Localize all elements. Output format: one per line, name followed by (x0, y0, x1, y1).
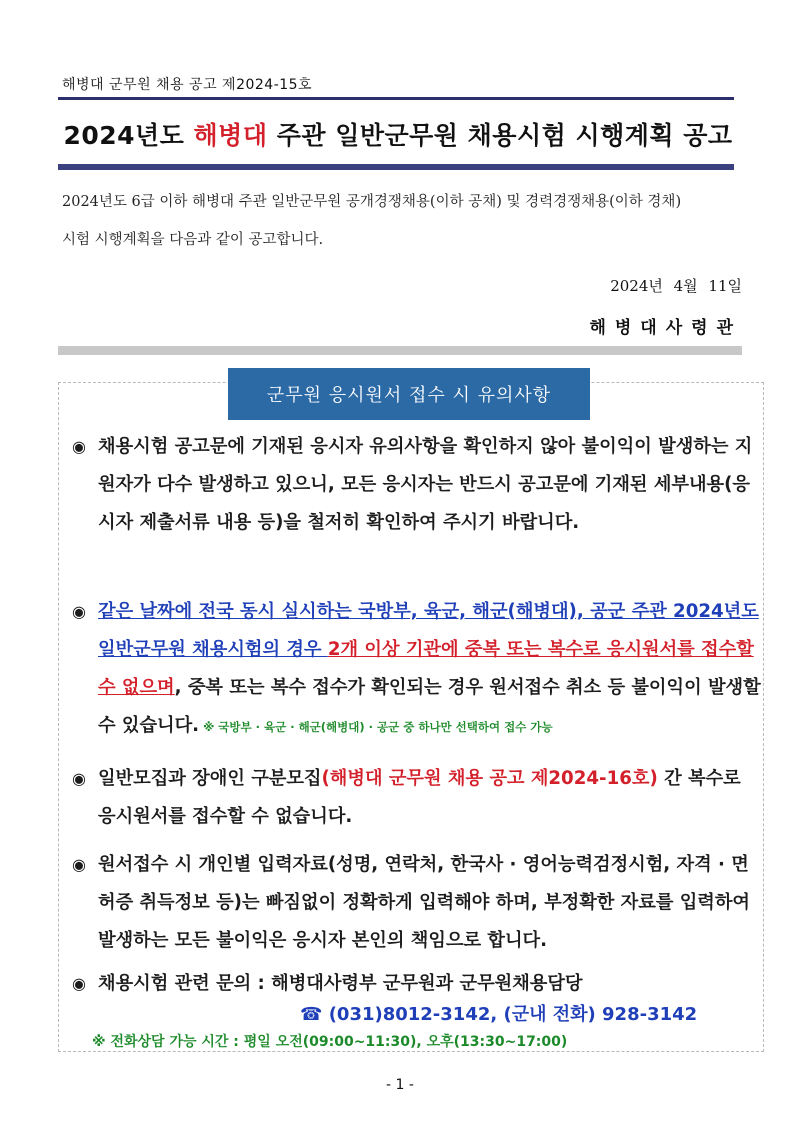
announcement-date: 2024년 4월 11일 (610, 277, 742, 295)
intro-line-2: 시험 시행계획을 다음과 같이 공고합니다. (62, 232, 324, 248)
notice-item-3-post: 간 복수로 응시원서를 접수할 수 없습니다. (98, 768, 741, 827)
notice-item-3-pre: 일반모집과 장애인 구분모집 (98, 768, 322, 789)
notice-item-5 (72, 965, 762, 1003)
title-prefix: 2024년도 (63, 121, 194, 150)
notice-item-2-note: ※ 국방부 · 육군 · 해군(해병대) · 공군 중 하나만 선택하여 접수 가능 (199, 720, 553, 734)
section-divider (58, 346, 742, 355)
bullet-icon: ◉ (72, 855, 86, 874)
notice-item-3 (72, 760, 762, 836)
signer: 해병대사령관 (589, 318, 742, 338)
notice-item-2-blue: 같은 날짜에 전국 동시 실시하는 국방부, 육군, 해군(해병대), 공군 주관 2024년도 일반군무원 채용시험의 경우 (98, 601, 759, 660)
notice-item-2 (72, 593, 762, 746)
title-highlight: 해병대 (193, 121, 268, 150)
title-suffix: 주관 일반군무원 채용시험 시행계획 공고 (267, 121, 733, 150)
bullet-icon: ◉ (72, 974, 86, 993)
header-rule (58, 97, 734, 100)
notice-item-1 (72, 428, 762, 542)
notice-item-4 (72, 846, 762, 960)
bullet-icon: ◉ (72, 769, 86, 788)
notice-item-2-rest: , 중복 또는 복수 접수가 확인되는 경우 원서접수 취소 등 불이익이 발생할 수 있습니다. (98, 677, 761, 736)
document-number: 해병대 군무원 채용 공고 제2024-15호 (62, 77, 313, 93)
notice-item-2-text (98, 593, 762, 746)
bullet-icon: ◉ (72, 437, 86, 456)
phone-hours-note: ※ 전화상담 가능 시간 : 평일 오전(09:00~11:30), 오후(13:30~17:00) (92, 1034, 568, 1050)
notice-item-2-red: 2개 이상 기관에 중복 또는 복수로 응시원서를 접수할 수 없으며 (98, 639, 754, 698)
page-title (58, 116, 738, 152)
bullet-icon: ◉ (72, 602, 86, 621)
title-rule (58, 164, 734, 170)
intro-line-1: 2024년도 6급 이하 해병대 주관 일반군무원 공개경쟁채용(이하 공채) 및 경력경쟁채용(이하 경채) (62, 194, 682, 210)
page-number: - 1 - (386, 1077, 414, 1093)
notice-item-5-text: 채용시험 관련 문의 : 해병대사령부 군무원과 군무원채용담당 (98, 973, 583, 994)
contact-phone: ☎ (031)8012-3142, (군내 전화) 928-3142 (300, 1004, 698, 1025)
notice-item-3-text (98, 760, 762, 836)
notice-item-1-text: 채용시험 공고문에 기재된 응시자 유의사항을 확인하지 않아 불이익이 발생하는 지원자가 다수 발생하고 있으니, 모든 응시자는 반드시 공고문에 기재된 세부내용(응시자 제출서류 내용 등)을 철저히 확인하여 주시기 바랍니다. (98, 436, 753, 533)
notice-item-4-text: 원서접수 시 개인별 입력자료(성명, 연락처, 한국사 · 영어능력검정시험, 자격 · 면허증 취득정보 등)는 빠짐없이 정확하게 입력해야 하며, 부정확한 자료를 입력하여 발생하는 모든 불이익은 응시자 본인의 책임으로 합니다. (98, 854, 750, 951)
notice-item-3-red: (해병대 군무원 채용 공고 제2024-16호) (321, 768, 658, 789)
notice-box-title: 군무원 응시원서 접수 시 유의사항 (228, 368, 590, 420)
